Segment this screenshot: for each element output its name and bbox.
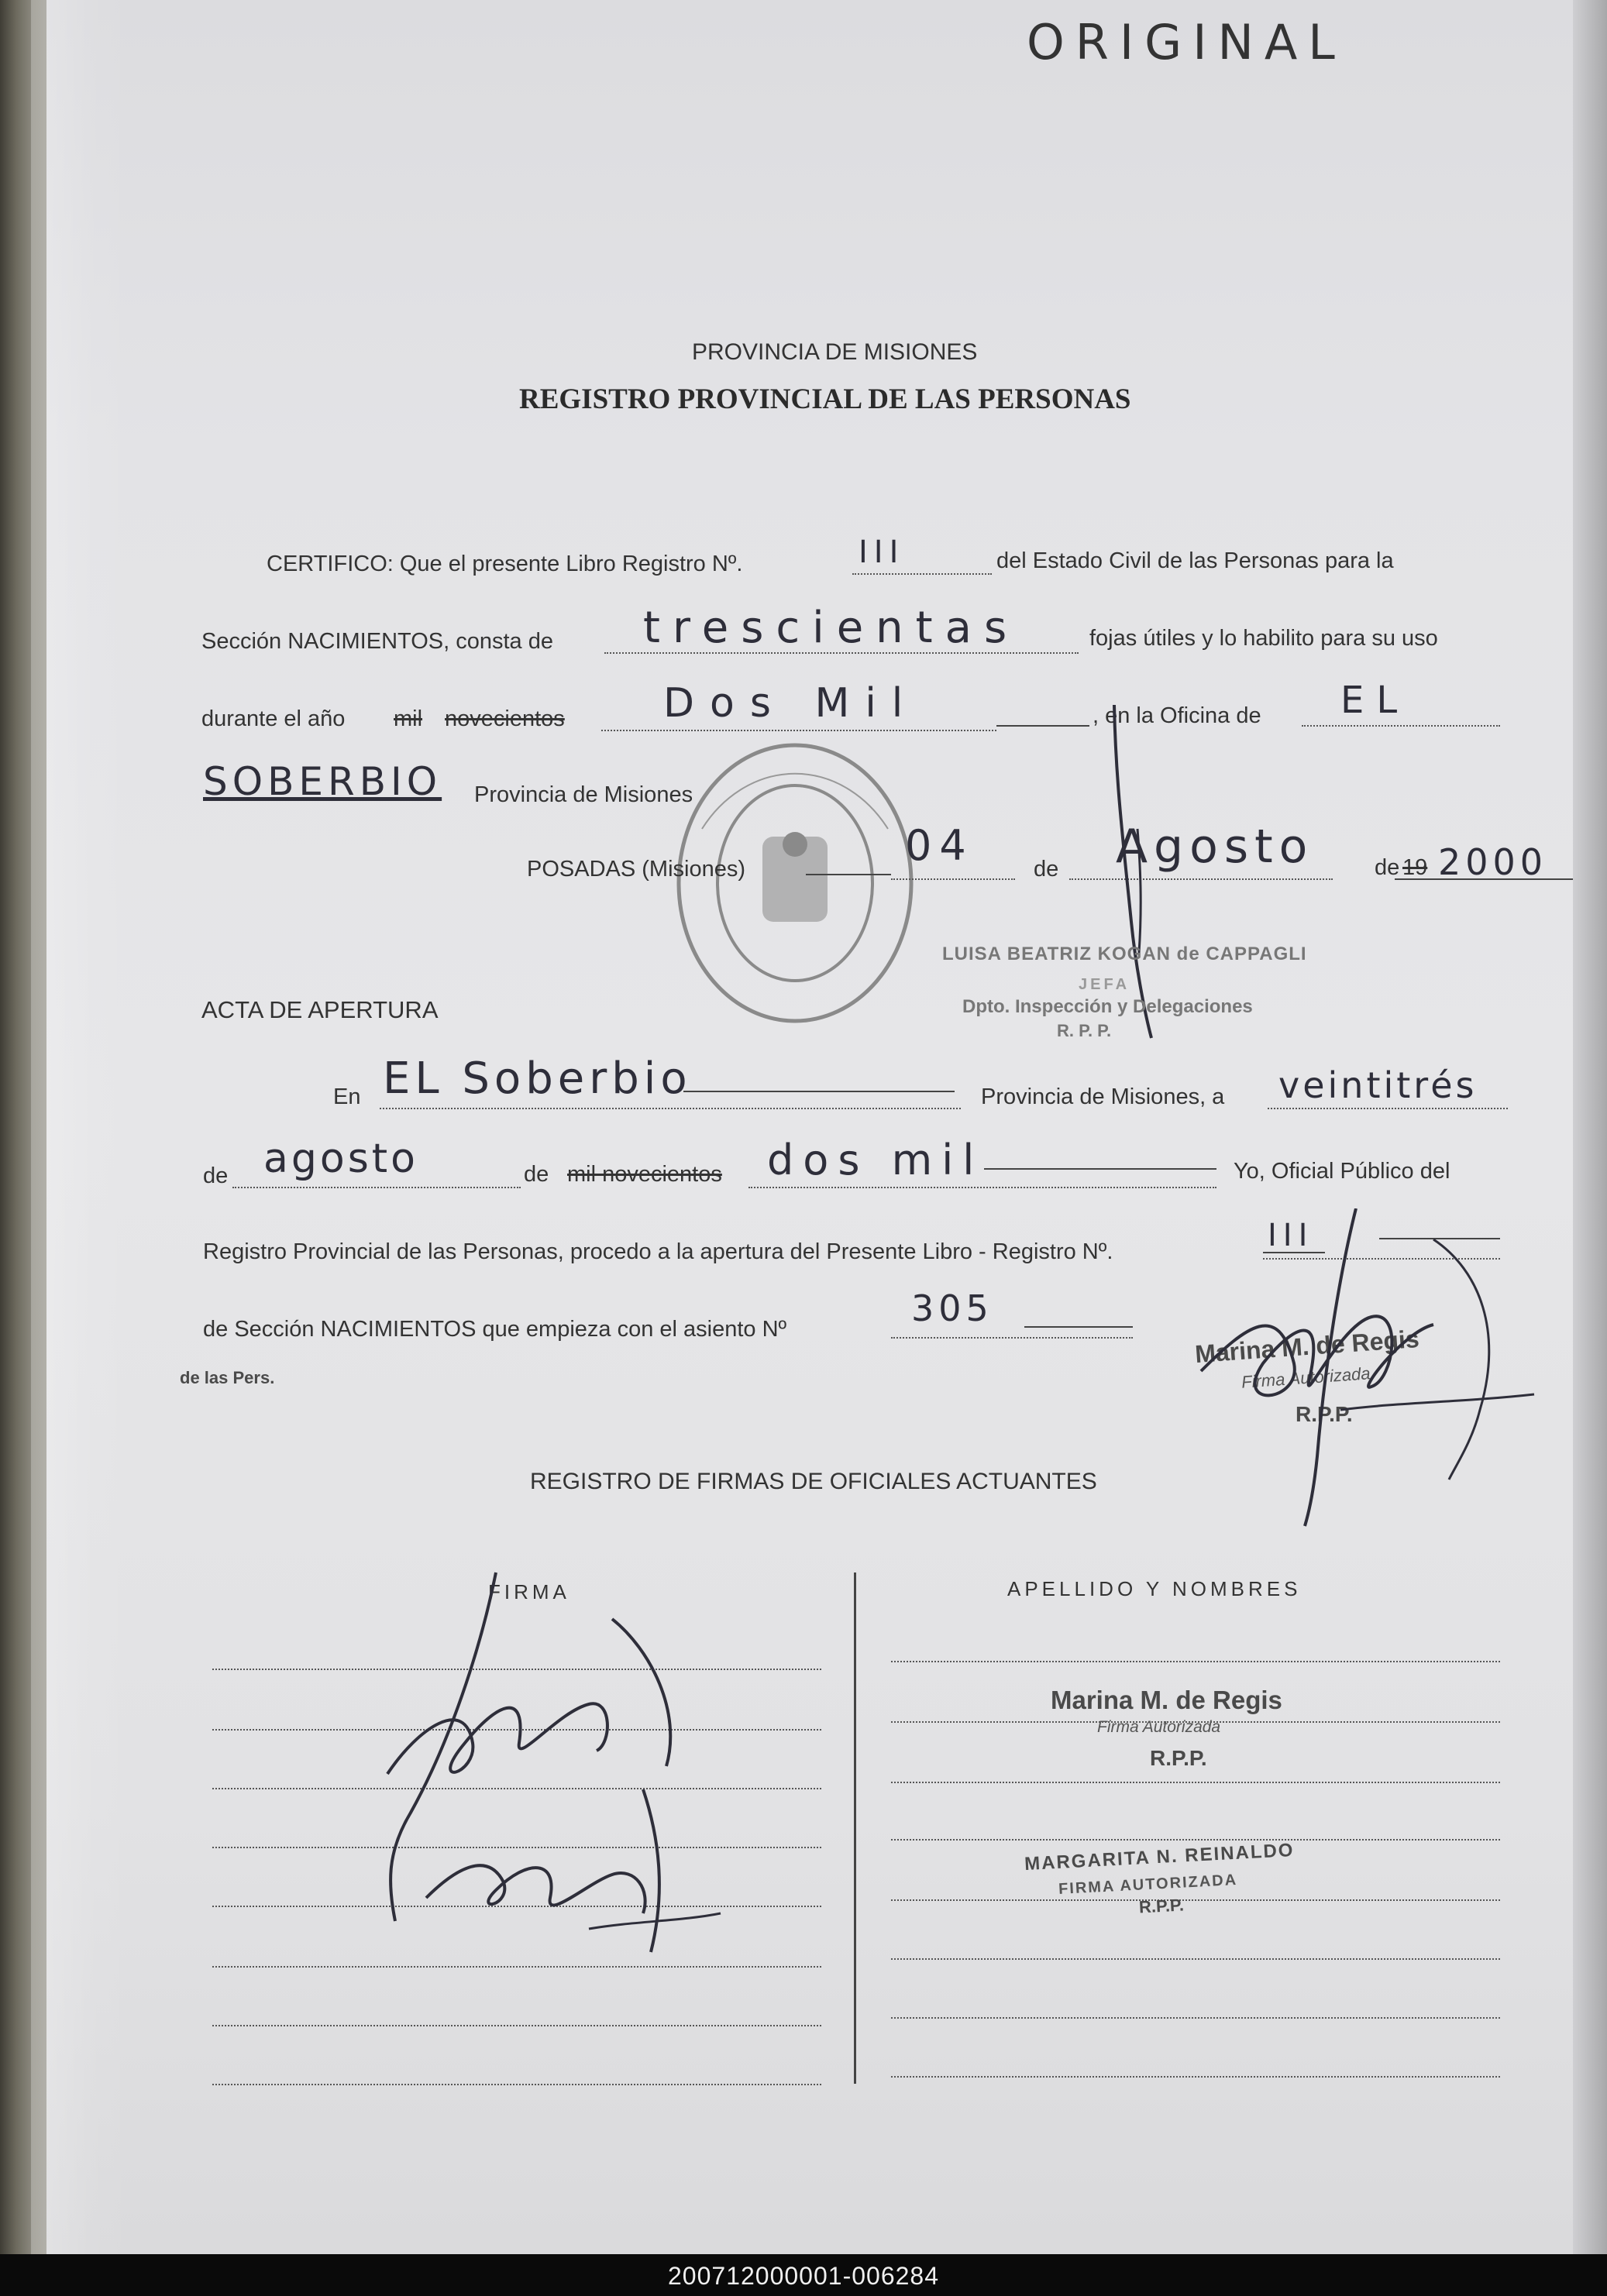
entry1-name: Marina M. de Regis	[1051, 1686, 1282, 1714]
posadas-de-2: de	[1375, 855, 1400, 880]
firma-row-7	[212, 2025, 821, 2026]
day-dash	[806, 874, 891, 875]
acta-day-words: veintitrés	[1278, 1064, 1478, 1106]
year-2000-line	[1395, 878, 1573, 880]
year-dash	[996, 725, 1089, 727]
nombre-row-5	[891, 1899, 1500, 1901]
acta-prov-text: Provincia de Misiones, a	[981, 1084, 1225, 1109]
certifico-text-3b: , en la Oficina de	[1093, 703, 1261, 728]
certifico-text-2a: Sección NACIMIENTOS, consta de	[201, 629, 553, 654]
entry2-org: R.P.P.	[1138, 1895, 1185, 1917]
struck-mil: mil	[394, 706, 423, 731]
acta-de-1: de	[203, 1163, 229, 1188]
official-stamp-dept: Dpto. Inspección y Delegaciones	[962, 996, 1253, 1017]
firma-row-6	[212, 1966, 821, 1968]
acta-place-dash	[683, 1091, 955, 1092]
certifico-text-4b: Provincia de Misiones	[474, 782, 693, 807]
book-number-handwritten: III	[859, 534, 905, 570]
entry2-role: FIRMA AUTORIZADA	[1058, 1871, 1238, 1899]
regis-stamp-name: Marina M. de Regis	[1194, 1324, 1420, 1369]
year-handwritten: Dos Mil	[663, 680, 919, 727]
entry1-role: Firma Autorizada	[1097, 1718, 1221, 1736]
acta-asiento: 305	[911, 1287, 993, 1329]
year-dotted	[601, 730, 996, 731]
office-handwritten-1: EL	[1340, 679, 1410, 722]
nombre-row-7	[891, 2017, 1500, 2019]
day-handwritten: 04	[905, 821, 974, 870]
acta-en: En	[333, 1084, 361, 1109]
acta-de-2: de	[524, 1162, 549, 1187]
col-nombres-header: APELLIDO Y NOMBRES	[1007, 1577, 1302, 1600]
office-line	[1302, 725, 1500, 727]
signature-firma-column	[356, 1557, 759, 1960]
acta-day-line	[1268, 1108, 1508, 1109]
registry-heading: REGISTRO PROVINCIAL DE LAS PERSONAS	[519, 383, 1131, 415]
certifico-text-1a: CERTIFICO: Que el presente Libro Registro Nº.	[267, 552, 743, 576]
acta-year-line	[748, 1187, 1216, 1188]
day-line	[891, 878, 1015, 880]
col-firma-header: FIRMA	[488, 1580, 570, 1603]
official-seal	[671, 736, 919, 1030]
official-stamp-role: JEFA	[1079, 976, 1130, 993]
firmas-title: REGISTRO DE FIRMAS DE OFICIALES ACTUANTES	[530, 1469, 1097, 1494]
acta-struck-text: mil novecientos	[567, 1162, 722, 1187]
page-right-edge	[1573, 0, 1607, 2254]
official-stamp-name: LUISA BEATRIZ KOGAN de CAPPAGLI	[942, 943, 1307, 964]
acta-place-line	[380, 1108, 961, 1109]
acta-book-number: III	[1268, 1218, 1314, 1253]
posadas-place: POSADAS (Misiones)	[527, 857, 746, 882]
acta-asiento-dash	[1024, 1326, 1133, 1328]
acta-yo-text: Yo, Oficial Público del	[1234, 1159, 1450, 1184]
posadas-de-1: de	[1034, 857, 1059, 882]
struck-novecientos: novecientos	[445, 706, 565, 731]
nombre-row-1	[891, 1661, 1500, 1662]
month-handwritten: Agosto	[1116, 820, 1314, 874]
acta-asiento-line	[891, 1337, 1133, 1339]
signature-regis-upper	[1139, 1208, 1542, 1534]
firma-row-8	[212, 2084, 821, 2085]
nombre-row-3	[891, 1782, 1500, 1783]
year-2000-handwritten: 2000	[1438, 841, 1548, 883]
original-annotation: ORIGINAL	[1027, 14, 1346, 70]
acta-line4: de Sección NACIMIENTOS que empieza con el asiento Nº	[203, 1317, 787, 1342]
official-stamp-org: R. P. P.	[1057, 1021, 1112, 1040]
scan-footer-id: 200712000001-006284	[668, 2262, 939, 2290]
certifico-text-1b: del Estado Civil de las Personas para la	[996, 548, 1394, 573]
book-number-line	[852, 573, 992, 575]
certifico-text-2b: fojas útiles y lo habilito para su uso	[1089, 626, 1438, 651]
nombre-row-4	[891, 1839, 1500, 1841]
acta-month-handwritten: agosto	[263, 1136, 418, 1182]
entry2-name: MARGARITA N. REINALDO	[1024, 1839, 1296, 1875]
regis-stamp-role: Firma Autorizada	[1241, 1363, 1371, 1392]
acta-line3: Registro Provincial de las Personas, procedo a la apertura del Presente Libro - Registro Nº.	[203, 1239, 1113, 1264]
acta-month-line	[232, 1187, 521, 1188]
nombre-row-6	[891, 1958, 1500, 1960]
acta-year-dash	[984, 1168, 1216, 1170]
document-page	[46, 0, 1588, 2254]
acta-title: ACTA DE APERTURA	[201, 996, 439, 1023]
acta-fragment: de las Pers.	[180, 1368, 275, 1387]
acta-place-handwritten: EL Soberbio	[383, 1053, 692, 1104]
entry1-org: R.P.P.	[1150, 1746, 1207, 1770]
nombre-row-8	[891, 2076, 1500, 2078]
certifico-text-3a: durante el año	[201, 706, 346, 731]
province-heading: PROVINCIA DE MISIONES	[692, 339, 978, 365]
folios-handwritten: trescientas	[643, 603, 1020, 653]
acta-year-words: dos mil	[767, 1136, 984, 1184]
regis-stamp-org: R.P.P.	[1296, 1402, 1353, 1426]
struck-19: 19	[1402, 855, 1428, 880]
office-handwritten-2: SOBERBIO	[203, 759, 442, 804]
firmas-column-divider	[854, 1572, 856, 2084]
folios-line	[604, 652, 1079, 654]
